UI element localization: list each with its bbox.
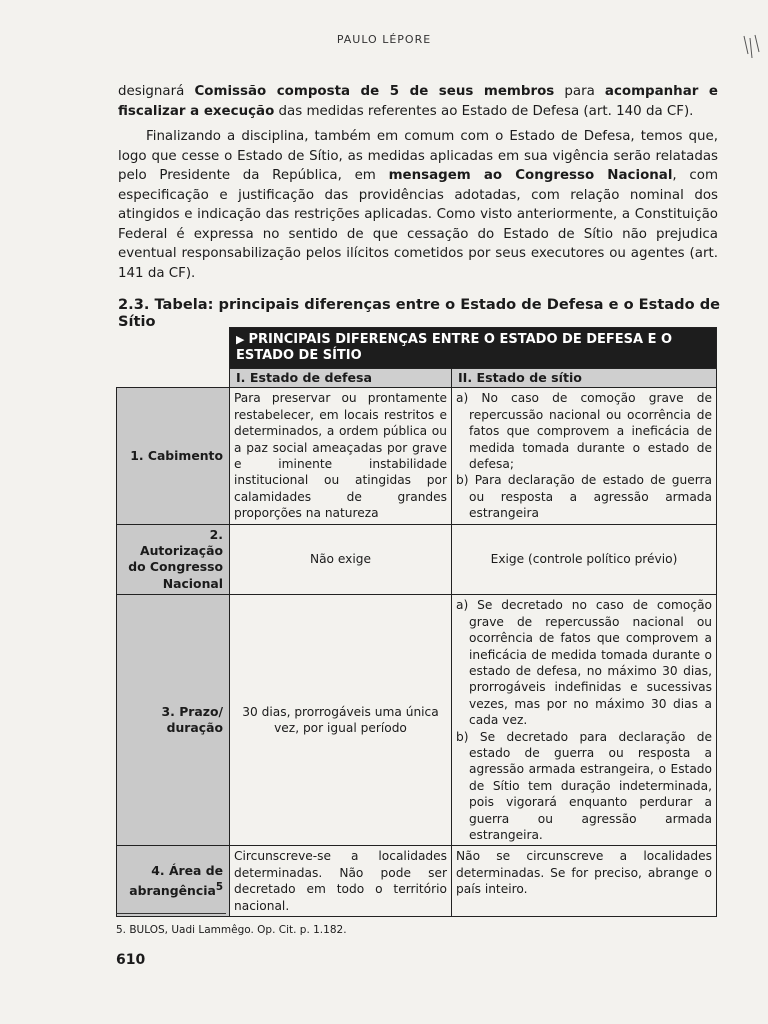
text-run: Finalizando a disciplina, também em comum com o Estado de Defesa, temos que, logo que cesse o Estado de Sítio, as medidas aplicadas em sua vigência serão relatadas pelo Presidente da República, em xyxy=(118,129,718,183)
cell-sitio-autorizacao: Exige (controle político prévio) xyxy=(452,524,717,595)
triangle-bullet-icon: ▶ xyxy=(236,333,245,346)
margin-scribble xyxy=(742,32,762,62)
row-header-autorizacao: 2. Autorização do Congresso Nacional xyxy=(117,524,230,595)
table-banner-row xyxy=(117,328,717,369)
bold-run: mensagem ao Congresso Nacional xyxy=(388,168,673,183)
section-title: 2.3. Tabela: principais diferenças entre o Estado de Defesa e o Estado de Sítio xyxy=(118,296,721,330)
comparison-table xyxy=(116,327,717,917)
list-item: a) Se decretado no caso de comoção grave de repercussão nacional ou ocorrência de fatos que comprovem a ineficácia de medida tomada durante o estado de defesa, no máximo 30 dias, prorrogáveis indefinidas e sucessivas vezes, mas por no máximo 30 dias a cada vez. xyxy=(456,598,712,728)
cell-defesa-cabimento: Para preservar ou prontamente restabelecer, em locais restritos e determinados, a ordem pública ou a paz social ameaçadas por grave e iminente instabilidade institucional ou atingidas por calamidades de grandes proporções na natureza xyxy=(230,388,452,524)
paragraph-2 xyxy=(118,127,718,283)
bold-run: acompanhar e fiscalizar a execução xyxy=(118,84,718,119)
table-row-autorizacao xyxy=(117,524,717,595)
row-header-cabimento: 1. Cabimento xyxy=(117,388,230,524)
table-row-cabimento xyxy=(117,388,717,524)
cell-sitio-prazo xyxy=(452,595,717,846)
page-number: 610 xyxy=(116,952,146,968)
bold-run: Comissão composta de 5 de seus membros xyxy=(194,84,555,99)
column-header-estado-de-defesa: I. Estado de defesa xyxy=(230,369,452,388)
list-item: a) No caso de comoção grave de repercussão nacional ou ocorrência de fatos que comprovem a ineficácia de medida tomada durante o estado de defesa; xyxy=(456,391,712,472)
footnote: 5. BULOS, Uadi Lammêgo. Op. Cit. p. 1.182. xyxy=(116,924,347,936)
cell-defesa-area: Circunscreve-se a localidades determinadas. Não pode ser decretado em todo o território nacional. xyxy=(230,846,452,917)
running-head: PAULO LÉPORE xyxy=(336,33,432,46)
text-run: , com especificação e justificação das providências adotadas, com relação nominal dos atingidos e indicação das restrições aplicadas. Como visto anteriormente, a Constituição Federal é expressa no sentido de que cessação do Estado de Sítio não prejudica eventual responsabilização pelos ilícitos cometidos por seus executores ou agentes (art. 141 da CF). xyxy=(118,168,718,281)
paragraph-1 xyxy=(118,82,718,121)
text-run: das medidas referentes ao Estado de Defesa (art. 140 da CF). xyxy=(274,103,694,119)
row-header-area xyxy=(117,846,230,917)
row-header-area-label: 4. Área de abrangência xyxy=(129,862,223,899)
footnote-rule xyxy=(116,913,226,914)
table-row-area xyxy=(117,846,717,917)
table-banner xyxy=(230,328,717,369)
table-row-prazo xyxy=(117,595,717,846)
list-item: b) Se decretado para declaração de estado de guerra ou resposta a agressão armada estrangeira, o Estado de Sítio tem duração indeterminada, pois vigorará enquanto perdurar a guerra ou agressão armada estrangeira. xyxy=(456,729,712,842)
row-header-prazo: 3. Prazo/ duração xyxy=(117,595,230,846)
empty-corner xyxy=(117,328,230,369)
cell-sitio-area: Não se circunscreve a localidades determinadas. Se for preciso, abrange o país inteiro. xyxy=(452,846,717,917)
cell-defesa-autorizacao: Não exige xyxy=(230,524,452,595)
column-header-estado-de-sitio: II. Estado de sítio xyxy=(452,369,717,388)
text-run: designará xyxy=(118,84,195,99)
table-header-row xyxy=(117,369,717,388)
empty-corner xyxy=(117,369,230,388)
text-run: para xyxy=(554,84,605,99)
list-item: b) Para declaração de estado de guerra ou resposta a agressão armada estrangeira xyxy=(456,473,712,521)
footnote-ref: 5 xyxy=(215,881,223,894)
cell-sitio-cabimento xyxy=(452,388,717,524)
cell-defesa-prazo: 30 dias, prorrogáveis uma única vez, por igual período xyxy=(230,595,452,846)
table-banner-text: PRINCIPAIS DIFERENÇAS ENTRE O ESTADO DE DEFESA E O ESTADO DE SÍTIO xyxy=(236,332,673,363)
